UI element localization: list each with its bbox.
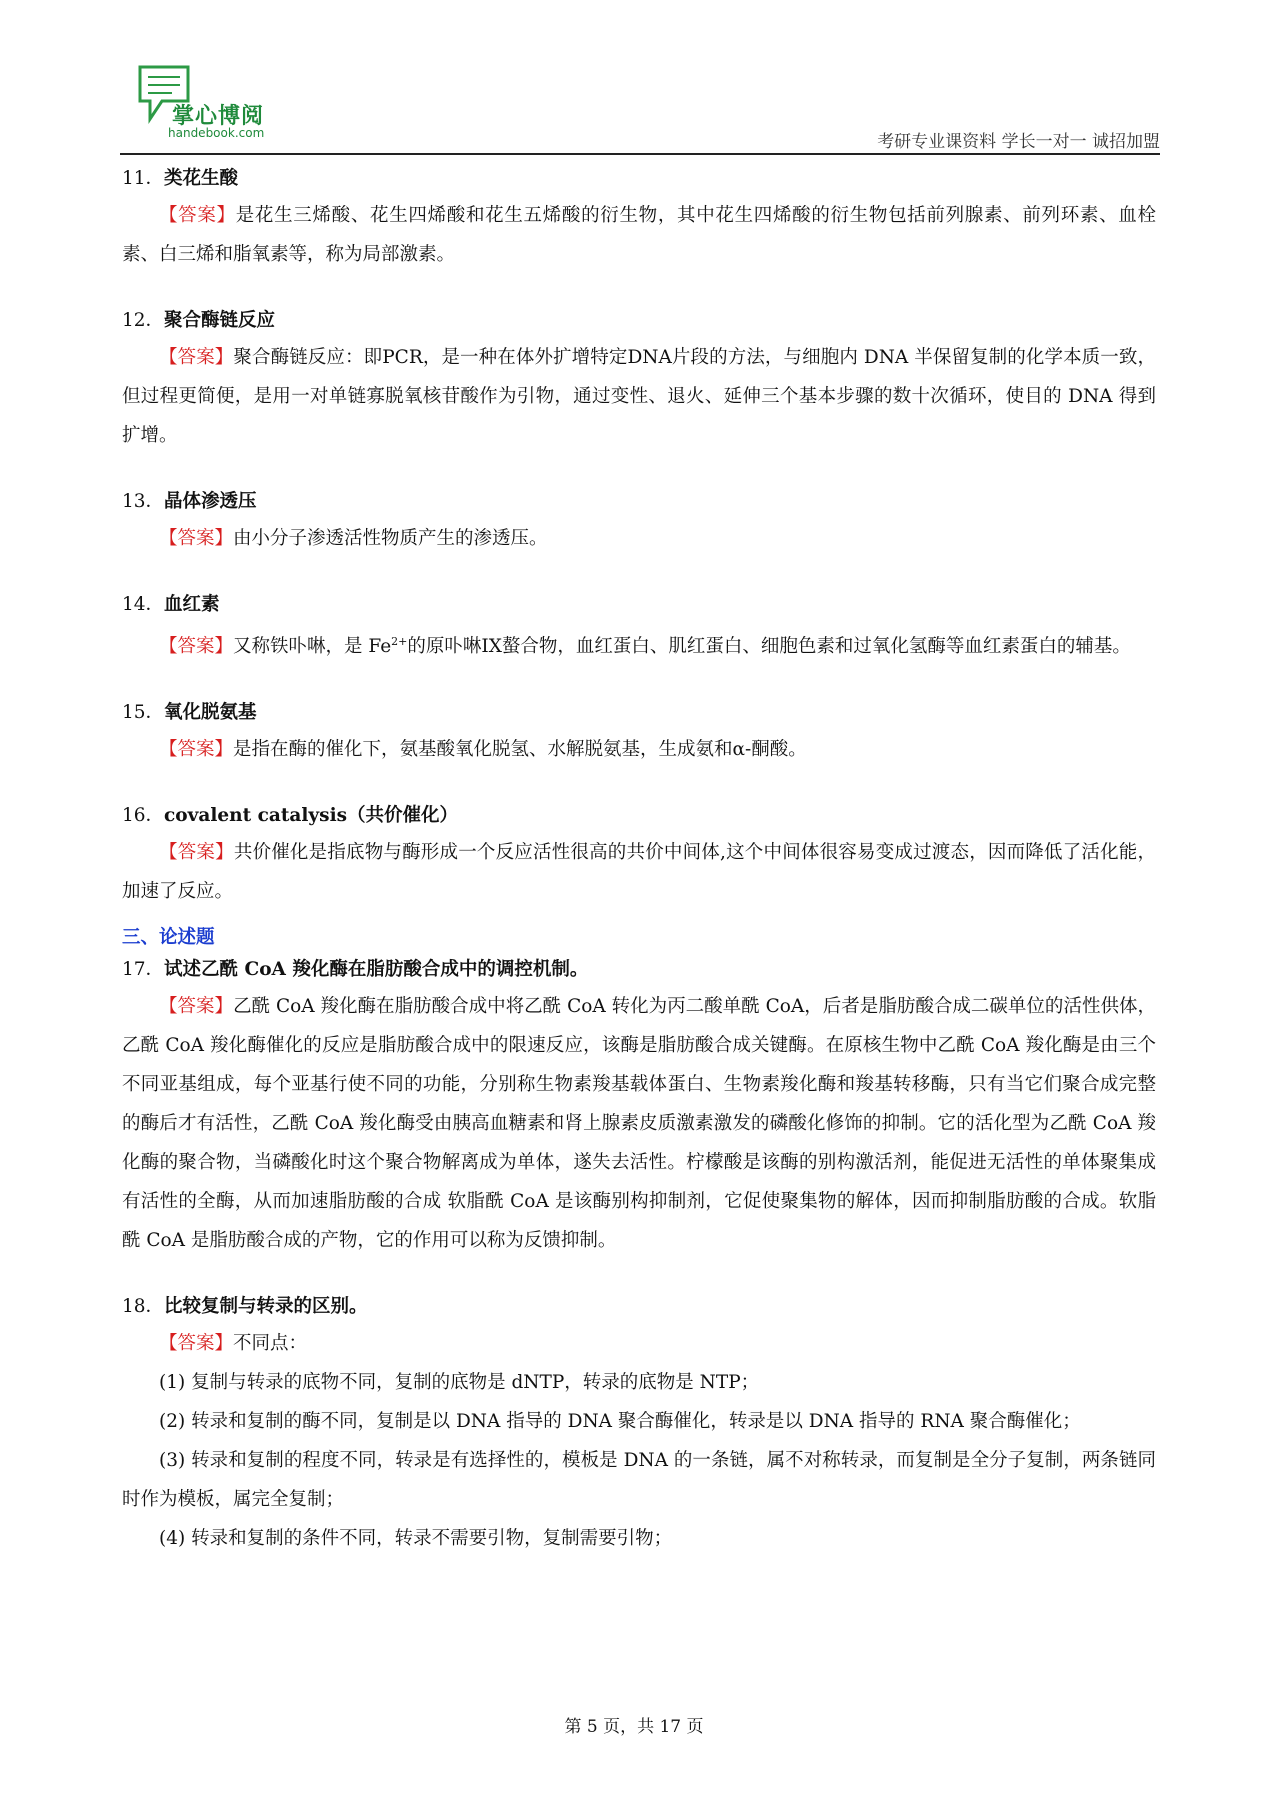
answer: 【答案】是指在酶的催化下，氨基酸氧化脱氢、水解脱氨基，生成氨和α-酮酸。 — [159, 739, 807, 761]
list-item: (3) 转录和复制的程度不同，转录是有选择性的，模板是 DNA 的一条链，属不对称转录，而复制是全分子复制，两条链同时作为模板，属完全复制； — [122, 1450, 1156, 1511]
list-item: (1) 复制与转录的底物不同，复制的底物是 dNTP，转录的底物是 NTP； — [159, 1372, 760, 1394]
question-title: 17．试述乙酰 CoA 羧化酶在脂肪酸合成中的调控机制。 — [122, 959, 589, 981]
document-body — [122, 162, 1156, 1588]
list-item: (2) 转录和复制的酶不同，复制是以 DNA 指导的 DNA 聚合酶催化，转录是以 DNA 指导的 RNA 聚合酶催化； — [159, 1411, 1081, 1433]
answer-tag: 【答案】 — [159, 842, 234, 864]
header-divider — [120, 153, 1160, 155]
question-title: 16．covalent catalysis（共价催化） — [122, 805, 459, 827]
answer: 【答案】是花生三烯酸、花生四烯酸和花生五烯酸的衍生物，其中花生四烯酸的衍生物包括前列腺素、前列环素、血栓素、白三烯和脂氧素等，称为局部激素。 — [122, 205, 1156, 265]
question-17 — [122, 953, 1156, 1260]
page-number: 第 5 页，共 17 页 — [564, 1717, 704, 1737]
question-title: 18．比较复制与转录的区别。 — [122, 1296, 368, 1318]
section-heading: 三、论述题 — [122, 927, 215, 949]
question-title: 15．氧化脱氨基 — [122, 702, 257, 724]
page-header — [120, 55, 1160, 155]
answer-tag: 【答案】 — [159, 996, 234, 1018]
list-item: (4) 转录和复制的条件不同，转录不需要引物，复制需要引物； — [159, 1528, 673, 1550]
question-11 — [122, 162, 1156, 274]
answer: 【答案】不同点： — [159, 1333, 308, 1355]
question-16 — [122, 799, 1156, 911]
answer-tag: 【答案】 — [159, 528, 234, 549]
question-18 — [122, 1290, 1156, 1558]
logo-url: handebook.com — [168, 126, 265, 140]
answer-tag: 【答案】 — [159, 1333, 234, 1355]
question-title: 13．晶体渗透压 — [122, 491, 257, 512]
answer-tag: 【答案】 — [159, 636, 234, 658]
question-12 — [122, 304, 1156, 455]
answer: 【答案】乙酰 CoA 羧化酶在脂肪酸合成中将乙酰 CoA 转化为丙二酸单酰 CoA，后者是脂肪酸合成二碳单位的活性供体，乙酰 CoA 羧化酶催化的反应是脂肪酸合成中的限速反应，该酶是脂肪酸合成关键酶。在原核生物中乙酰 CoA 羧化酶是由三个不同亚基组成，每个亚基行使不同的功能，分别称生物素羧基载体蛋白、生物素羧化酶和羧基转移酶，只有当它们聚合成完整的酶后才有活性，乙酰 CoA 羧化酶受由胰高血糖素和肾上腺素皮质激素激发的磷酸化修饰的抑制。它的活化型为乙酰 CoA 羧化酶的聚合物，当磷酸化时这个聚合物解离成为单体，遂失去活性。柠檬酸是该酶的别构激活剂，能促进无活性的单体聚集成有活性的全酶，从而加速脂肪酸的合成 软脂酰 CoA 是该酶别构抑制剂，它促使聚集物的解体，因而抑制脂肪酸的合成。软脂酰 CoA 是脂肪酸合成的产物，它的作用可以称为反馈抑制。 — [122, 996, 1156, 1252]
question-title: 12．聚合酶链反应 — [122, 310, 276, 331]
answer: 【答案】由小分子渗透活性物质产生的渗透压。 — [159, 528, 548, 549]
question-title: 14．血红素 — [122, 594, 220, 615]
answer-tag: 【答案】 — [159, 739, 234, 761]
answer: 【答案】又称铁卟啉，是 $Fe^{2+}$的原卟啉IX螯合物，血红蛋白、肌红蛋白、细胞色素和过氧化氢酶等血红素蛋白的辅基。 — [159, 635, 1131, 658]
logo-name: 掌心博阅 — [172, 104, 265, 129]
question-title: 11．类花生酸 — [122, 168, 239, 189]
answer: 【答案】共价催化是指底物与酶形成一个反应活性很高的共价中间体,这个中间体很容易变成过渡态，因而降低了活化能，加速了反应。 — [122, 842, 1156, 903]
answer-tag: 【答案】 — [159, 347, 234, 368]
header-slogan: 考研专业课资料 学长一对一 诚招加盟 — [877, 132, 1160, 152]
question-13 — [122, 485, 1156, 558]
question-14 — [122, 588, 1156, 666]
question-15 — [122, 696, 1156, 769]
answer-tag: 【答案】 — [159, 205, 236, 226]
answer: 【答案】聚合酶链反应：即PCR，是一种在体外扩增特定DNA片段的方法，与细胞内 DNA 半保留复制的化学本质一致，但过程更简便，是用一对单链寡脱氧核苷酸作为引物，通过变性、退火、延伸三个基本步骤的数十次循环，使目的 DNA 得到扩增。 — [122, 347, 1156, 446]
